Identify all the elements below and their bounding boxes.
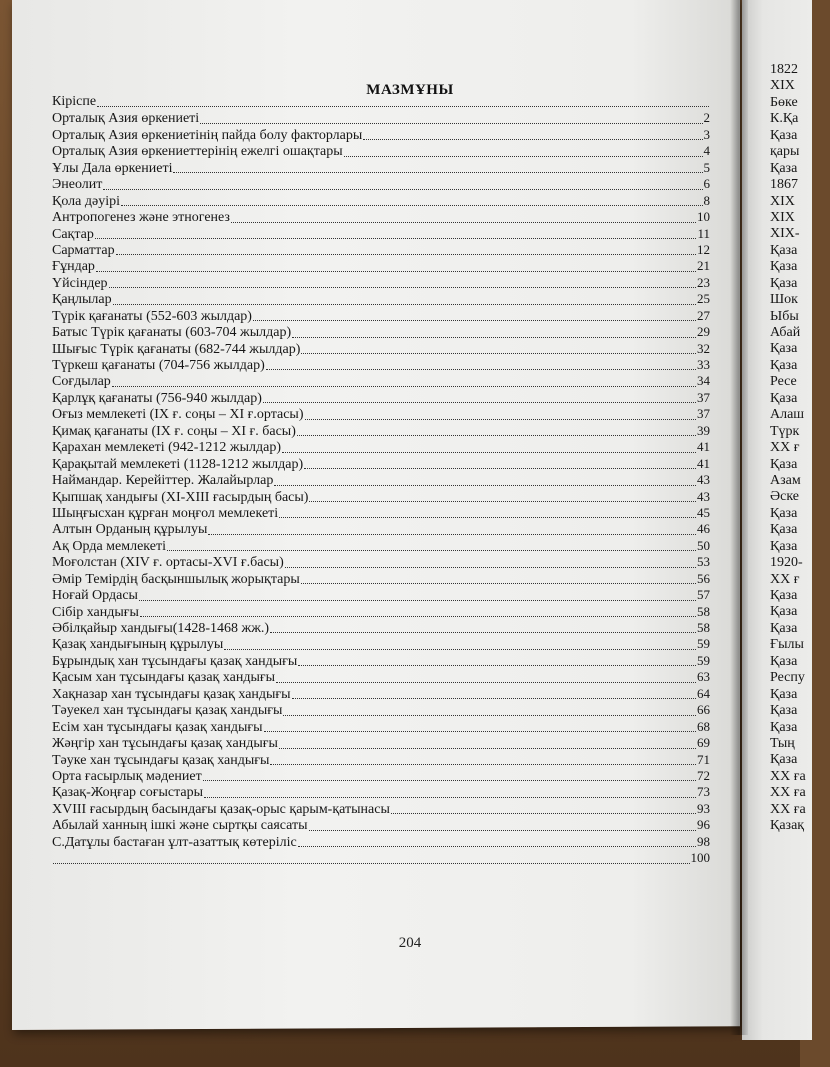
facing-page-line: Қаза bbox=[770, 703, 798, 719]
toc-entry-page: 50 bbox=[697, 537, 710, 553]
facing-page-line: К.Қа bbox=[770, 111, 799, 127]
toc-entry-title: Орталық Азия өркениетінің пайда болу факторлары bbox=[52, 127, 363, 143]
toc-entry-title: Қарақытай мемлекеті (1128-1212 жылдар) bbox=[52, 456, 304, 472]
toc-entry bbox=[52, 735, 710, 751]
facing-page-line: Түрк bbox=[770, 423, 800, 439]
toc-entry-title: Орта ғасырлық мәдениет bbox=[52, 768, 202, 784]
toc-entry bbox=[52, 390, 710, 406]
toc-entry bbox=[52, 127, 710, 143]
facing-page-line: XIX- bbox=[770, 226, 800, 242]
facing-page-line: Қаза bbox=[770, 588, 798, 603]
toc-entry-title: Сарматтар bbox=[52, 242, 115, 258]
toc-entry bbox=[52, 439, 710, 455]
dot-leader bbox=[292, 337, 696, 338]
toc-entry-title: Ғұндар bbox=[52, 259, 95, 275]
toc-entry-title: Қимақ қағанаты (IX ғ. соңы – XI ғ. басы) bbox=[52, 423, 296, 439]
toc-entry bbox=[52, 538, 710, 554]
page-number: 204 bbox=[398, 935, 422, 951]
toc-entry-page: 8 bbox=[703, 192, 710, 208]
toc-entry bbox=[52, 291, 710, 307]
dot-leader bbox=[305, 419, 696, 420]
dot-leader bbox=[264, 731, 696, 732]
toc-entry bbox=[52, 817, 710, 833]
dot-leader bbox=[298, 846, 696, 847]
toc-entry-page: 43 bbox=[697, 472, 710, 488]
toc-entry-page: 39 bbox=[697, 422, 710, 438]
dot-leader bbox=[309, 830, 696, 831]
toc-entry-title: Тәуекел хан тұсындағы қазақ хандығы bbox=[52, 703, 283, 719]
facing-page-line: Бөке bbox=[770, 94, 798, 110]
toc-entry bbox=[52, 110, 710, 126]
toc-entry bbox=[52, 752, 710, 768]
toc-entry bbox=[52, 406, 710, 422]
toc-entry-page: 59 bbox=[697, 652, 710, 668]
toc-entry-title: Алтын Орданың құрылуы bbox=[52, 522, 208, 538]
toc-entry bbox=[52, 423, 710, 439]
toc-entry-page: 64 bbox=[697, 685, 710, 701]
dot-leader bbox=[200, 123, 702, 124]
toc-entry-page: 46 bbox=[697, 521, 710, 537]
facing-page-line: 1867 bbox=[770, 177, 798, 193]
facing-page-line: Қазақ bbox=[770, 818, 805, 834]
toc-entry-title: Энеолит bbox=[52, 177, 103, 193]
toc-entry-title: Шыңғысхан құрған моңғол мемлекеті bbox=[52, 505, 279, 521]
dot-leader bbox=[263, 402, 696, 403]
toc-entry-page: 4 bbox=[703, 143, 710, 159]
toc-entry-title: Қарахан мемлекеті (942-1212 жылдар) bbox=[52, 440, 281, 456]
toc-entry-title: Әмір Темірдің басқыншылық жорықтары bbox=[52, 571, 300, 587]
toc-entry-title: Қаңлылар bbox=[52, 292, 112, 308]
dot-leader bbox=[224, 649, 696, 650]
dot-leader bbox=[139, 600, 696, 601]
dot-leader bbox=[204, 797, 696, 798]
toc-entry bbox=[52, 373, 710, 389]
toc-entry bbox=[52, 308, 710, 324]
facing-page-line: қары bbox=[770, 144, 800, 160]
facing-page-line: Қаза bbox=[770, 686, 798, 702]
dot-leader bbox=[253, 320, 696, 321]
toc-entry bbox=[52, 719, 710, 735]
dot-leader bbox=[292, 698, 696, 699]
facing-page-line: Азам bbox=[770, 472, 801, 488]
toc-entry-page: 96 bbox=[697, 817, 710, 833]
toc-entry-title: Әбілқайыр хандығы(1428-1468 жж.) bbox=[52, 621, 270, 636]
toc-entry-page: 12 bbox=[697, 241, 710, 257]
toc-entry-title: Қыпшақ хандығы (XI-XIII ғасырдың басы) bbox=[52, 489, 309, 505]
toc-entry-title: Абылай ханның ішкі және сыртқы саясаты bbox=[52, 818, 308, 834]
facing-page-line: Қаза bbox=[770, 242, 798, 258]
toc-entry bbox=[52, 604, 710, 620]
toc-entry-page: 23 bbox=[697, 274, 710, 290]
toc-entry-page: 71 bbox=[697, 751, 710, 767]
toc-entry bbox=[52, 143, 710, 159]
dot-leader bbox=[298, 665, 696, 666]
toc-entry-page: 57 bbox=[697, 587, 710, 603]
toc-entry bbox=[52, 176, 710, 192]
facing-page-line: Тың bbox=[770, 735, 795, 751]
toc-entry bbox=[52, 193, 710, 209]
toc-entry-page: 29 bbox=[697, 324, 710, 340]
facing-page-line: Респу bbox=[770, 670, 805, 686]
dot-leader bbox=[391, 813, 696, 814]
facing-page-line: Қаза bbox=[770, 357, 798, 373]
facing-page-line: Әске bbox=[770, 489, 799, 505]
dot-leader bbox=[109, 287, 696, 288]
page-title: МАЗМҰНЫ bbox=[366, 82, 454, 98]
dot-leader bbox=[304, 468, 696, 469]
toc-entry-page: 32 bbox=[697, 340, 710, 356]
dot-leader bbox=[112, 386, 696, 387]
dot-leader bbox=[121, 205, 703, 206]
dot-leader bbox=[173, 172, 702, 173]
toc-entry-page: 21 bbox=[697, 258, 710, 274]
toc-entry-page: 45 bbox=[697, 504, 710, 520]
toc-entry-page: 66 bbox=[697, 702, 710, 718]
facing-page-line: Қаза bbox=[770, 505, 798, 521]
toc-entry-page: 10 bbox=[697, 209, 710, 225]
toc-entry-title: Моғолстан (XIV ғ. ортасы-XVI ғ.басы) bbox=[52, 555, 284, 571]
dot-leader bbox=[301, 353, 696, 354]
facing-page-line: XX ғ bbox=[770, 571, 800, 587]
facing-page-line: 1822 bbox=[770, 62, 798, 77]
facing-page-line: XIX bbox=[770, 78, 795, 94]
toc-entry-title: Қасым хан тұсындағы қазақ хандығы bbox=[52, 670, 276, 686]
toc-entry-title: Антропогенез және этногенез bbox=[52, 210, 230, 226]
toc-entry bbox=[52, 702, 710, 718]
dot-leader bbox=[282, 452, 696, 453]
dot-leader bbox=[203, 780, 696, 781]
facing-page-line: XIX bbox=[770, 209, 795, 225]
facing-page-line: Қаза bbox=[770, 719, 798, 735]
toc-entry-page: 2 bbox=[703, 110, 710, 126]
toc-entry bbox=[52, 850, 710, 866]
facing-page-line: Қаза bbox=[770, 456, 798, 472]
toc-entry bbox=[52, 636, 710, 652]
dot-leader bbox=[113, 304, 696, 305]
toc-entry bbox=[52, 258, 710, 274]
dot-leader bbox=[274, 485, 696, 486]
dot-leader bbox=[279, 748, 696, 749]
facing-page-line: Қаза bbox=[770, 752, 798, 768]
toc-entry bbox=[52, 505, 710, 521]
toc-entry-page: 72 bbox=[697, 767, 710, 783]
facing-page-line: XIX bbox=[770, 193, 795, 209]
facing-page-line: Ресе bbox=[770, 374, 797, 390]
dot-leader bbox=[266, 369, 696, 370]
dot-leader bbox=[231, 222, 696, 223]
dot-leader bbox=[279, 517, 696, 518]
toc-entry-title: Сақтар bbox=[52, 226, 94, 242]
facing-page-line: XX ға bbox=[770, 785, 806, 801]
book-gutter bbox=[730, 0, 748, 1035]
toc-entry bbox=[52, 653, 710, 669]
toc-entry-title: Ақ Орда мемлекеті bbox=[52, 538, 166, 554]
toc-entry-page: 58 bbox=[697, 620, 710, 635]
toc-entry-page: 33 bbox=[697, 357, 710, 372]
toc-entry-title: Хақназар хан тұсындағы қазақ хандығы bbox=[52, 686, 291, 702]
dot-leader bbox=[344, 156, 703, 157]
toc-entry-page: 93 bbox=[697, 800, 710, 816]
facing-page-line: Қаза bbox=[770, 127, 798, 143]
toc-entry-page: 37 bbox=[697, 389, 710, 405]
dot-leader bbox=[95, 238, 697, 239]
toc-entry-page: 69 bbox=[697, 735, 710, 751]
toc-entry-page: 43 bbox=[697, 488, 710, 504]
dot-leader bbox=[167, 550, 696, 551]
toc-entry bbox=[52, 226, 710, 242]
toc-entry-page: 37 bbox=[697, 406, 710, 422]
toc-entry-title: Оғыз мемлекеті (IX ғ. соңы – XI ғ.ортасы) bbox=[52, 407, 304, 423]
toc-entry bbox=[52, 768, 710, 784]
facing-page-text bbox=[770, 62, 830, 835]
facing-page-line: Қаза bbox=[770, 604, 798, 620]
toc-entry bbox=[52, 554, 710, 570]
toc-entry-page: 34 bbox=[697, 373, 710, 389]
toc-entry-title: Соғдылар bbox=[52, 374, 111, 390]
facing-page-line: XX ғ bbox=[770, 440, 800, 456]
toc-entry-title: Сібір хандығы bbox=[52, 604, 139, 620]
toc-entry bbox=[52, 324, 710, 340]
dot-leader bbox=[140, 616, 696, 617]
toc-entry-title: Бұрындық хан тұсындағы қазақ хандығы bbox=[52, 653, 298, 669]
toc-entry bbox=[52, 242, 710, 258]
toc-entry-title: Есім хан тұсындағы қазақ хандығы bbox=[52, 719, 263, 735]
dot-leader bbox=[309, 501, 696, 502]
table-of-contents bbox=[52, 94, 710, 867]
toc-entry-title: Орталық Азия өркениеті bbox=[52, 111, 200, 127]
dot-leader bbox=[97, 106, 709, 107]
facing-page-line: Шок bbox=[770, 292, 798, 308]
toc-entry-title: Қазақ хандығының құрылуы bbox=[52, 637, 224, 653]
toc-entry bbox=[52, 94, 710, 110]
toc-entry-title: Қола дәуірі bbox=[52, 193, 120, 209]
toc-entry bbox=[52, 160, 710, 176]
toc-entry-title: Үйсіндер bbox=[52, 275, 108, 291]
toc-entry-page: 98 bbox=[697, 833, 710, 849]
dot-leader bbox=[297, 435, 696, 436]
dot-leader bbox=[96, 271, 696, 272]
toc-entry bbox=[52, 620, 710, 636]
toc-entry-title: Тәуке хан тұсындағы қазақ хандығы bbox=[52, 752, 270, 768]
facing-page-line: Қаза bbox=[770, 341, 798, 357]
toc-entry-page: 100 bbox=[690, 850, 710, 866]
dot-leader bbox=[208, 534, 696, 535]
dot-leader bbox=[270, 764, 696, 765]
toc-entry-title: Қазақ-Жоңғар соғыстары bbox=[52, 785, 204, 801]
dot-leader bbox=[283, 715, 696, 716]
toc-entry-title: Ұлы Дала өркениеті bbox=[52, 160, 173, 176]
facing-page-line: Қаза bbox=[770, 653, 798, 669]
toc-entry-page: 5 bbox=[703, 159, 710, 175]
dot-leader bbox=[285, 567, 696, 568]
toc-entry bbox=[52, 275, 710, 291]
toc-entry-page: 53 bbox=[697, 554, 710, 570]
toc-entry bbox=[52, 357, 710, 373]
facing-page-line: Қаза bbox=[770, 522, 798, 538]
toc-entry-title: Қарлұқ қағанаты (756-940 жылдар) bbox=[52, 390, 262, 406]
toc-entry-title: Жәңгір хан тұсындағы қазақ хандығы bbox=[52, 736, 278, 752]
toc-entry-title: Кіріспе bbox=[52, 94, 97, 109]
facing-page-line: XX ға bbox=[770, 801, 806, 817]
toc-entry-page: 41 bbox=[697, 439, 710, 455]
dot-leader bbox=[301, 583, 696, 584]
facing-page-line: Қаза bbox=[770, 160, 798, 176]
facing-page-line: Ғылы bbox=[770, 637, 804, 653]
toc-entry-page: 56 bbox=[697, 570, 710, 586]
toc-entry bbox=[52, 571, 710, 587]
toc-entry bbox=[52, 784, 710, 800]
facing-page-line: Қаза bbox=[770, 390, 798, 406]
toc-entry bbox=[52, 456, 710, 472]
toc-entry-page: 59 bbox=[697, 636, 710, 652]
dot-leader bbox=[53, 863, 690, 864]
dot-leader bbox=[363, 139, 702, 140]
facing-page-line: 1920- bbox=[770, 555, 803, 571]
toc-entry bbox=[52, 489, 710, 505]
toc-entry-page: 3 bbox=[703, 126, 710, 142]
toc-entry-title: Батыс Түрік қағанаты (603-704 жылдар) bbox=[52, 325, 292, 341]
toc-entry-title: Түрік қағанаты (552-603 жылдар) bbox=[52, 308, 252, 324]
facing-page-line: Алаш bbox=[770, 407, 805, 423]
facing-page-line: Қаза bbox=[770, 538, 798, 554]
dot-leader bbox=[270, 632, 696, 633]
toc-entry-page: 68 bbox=[697, 718, 710, 734]
facing-page-line: Ыбы bbox=[770, 308, 799, 324]
facing-page-line: Абай bbox=[770, 325, 801, 340]
toc-entry-page: 11 bbox=[697, 225, 710, 241]
facing-page-line: Қаза bbox=[770, 259, 798, 275]
toc-entry bbox=[52, 587, 710, 603]
toc-entry-title: XVIII ғасырдың басындағы қазақ-орыс қарым-қатынасы bbox=[52, 801, 390, 817]
toc-entry-title: Ноғай Ордасы bbox=[52, 588, 138, 604]
facing-page-line: XX ға bbox=[770, 768, 806, 784]
toc-entry-page: 25 bbox=[697, 291, 710, 307]
dot-leader bbox=[103, 189, 702, 190]
toc-entry bbox=[52, 686, 710, 702]
toc-entry bbox=[52, 209, 710, 225]
toc-entry-title: Наймандар. Керейіттер. Жалайырлар bbox=[52, 473, 274, 489]
dot-leader bbox=[276, 682, 696, 683]
toc-entry bbox=[52, 341, 710, 357]
toc-entry-page: 73 bbox=[697, 784, 710, 800]
toc-entry-title: С.Датұлы бастаған ұлт-азаттық көтеріліс bbox=[52, 834, 297, 850]
facing-page-line: Қаза bbox=[770, 275, 798, 291]
toc-entry-title: Орталық Азия өркениеттерінің ежелгі ошақтары bbox=[52, 144, 343, 160]
dot-leader bbox=[116, 254, 696, 255]
toc-entry-page: 27 bbox=[697, 307, 710, 323]
toc-entry bbox=[52, 801, 710, 817]
toc-entry-title: Шығыс Түрік қағанаты (682-744 жылдар) bbox=[52, 341, 301, 357]
toc-entry-title: Түркеш қағанаты (704-756 жылдар) bbox=[52, 358, 265, 373]
toc-entry-page: 63 bbox=[697, 669, 710, 685]
toc-entry-page: 6 bbox=[703, 176, 710, 192]
toc-entry bbox=[52, 669, 710, 685]
toc-entry-page: 58 bbox=[697, 603, 710, 619]
toc-entry bbox=[52, 472, 710, 488]
toc-entry bbox=[52, 521, 710, 537]
toc-entry bbox=[52, 834, 710, 850]
toc-entry-page: 41 bbox=[697, 455, 710, 471]
facing-page-line: Қаза bbox=[770, 620, 798, 636]
